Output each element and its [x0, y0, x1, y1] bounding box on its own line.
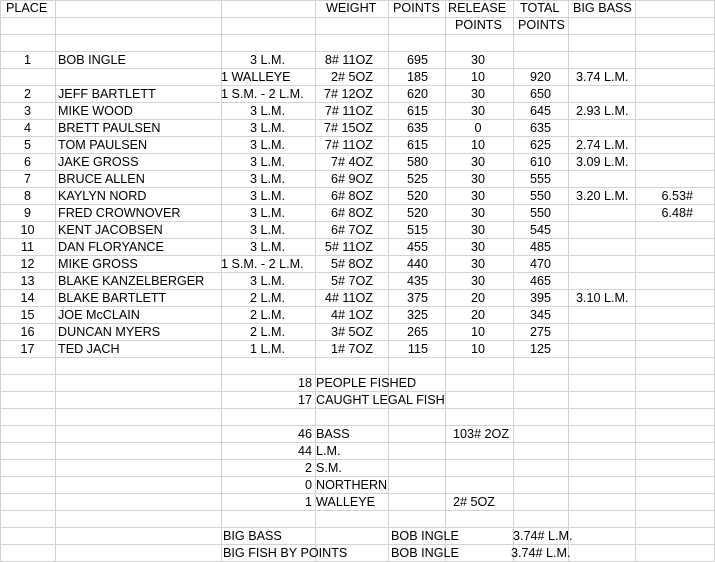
cell-release-points[interactable]: 30 [470, 53, 485, 67]
cell-fish-count[interactable]: 3 L.M. [250, 189, 285, 203]
cell-points[interactable]: 520 [406, 206, 428, 220]
cell-big-bass[interactable] [576, 222, 635, 239]
summary-weight[interactable] [453, 392, 523, 409]
cell-angler-name[interactable]: JOE McCLAIN [58, 308, 140, 322]
cell-place[interactable]: 7 [23, 172, 31, 186]
cell-big-bass[interactable] [576, 324, 635, 341]
cell-total-points[interactable]: 635 [529, 121, 551, 135]
cell-big-bass[interactable] [576, 120, 635, 137]
cell-angler-name[interactable]: BLAKE BARTLETT [58, 291, 167, 305]
cell-fish-count[interactable]: 3 L.M. [250, 206, 285, 220]
summary-weight[interactable] [453, 477, 523, 494]
cell-points[interactable]: 525 [406, 172, 428, 186]
cell-big-bass-weight[interactable] [635, 171, 693, 188]
summary-count[interactable]: 44 [297, 444, 312, 458]
cell-total-points[interactable]: 650 [529, 87, 551, 101]
cell-fish-count[interactable]: 1 WALLEYE [221, 70, 291, 84]
cell-release-points[interactable]: 30 [470, 223, 485, 237]
grid-row-line [0, 34, 715, 35]
cell-place[interactable]: 17 [20, 342, 35, 356]
award-winner[interactable]: BOB INGLE [391, 529, 459, 543]
summary-label[interactable]: BASS [316, 427, 350, 441]
header-place[interactable]: PLACE [6, 1, 48, 15]
cell-total-points[interactable]: 550 [529, 206, 551, 220]
summary-count[interactable] [221, 409, 312, 426]
cell-weight[interactable]: 5# 8OZ [331, 257, 373, 271]
award-value[interactable]: 3.74# L.M. [511, 546, 571, 560]
header-total-points[interactable]: POINTS [518, 18, 565, 32]
cell-big-bass-weight[interactable] [635, 256, 693, 273]
summary-count[interactable]: 1 [304, 495, 312, 509]
cell-points[interactable]: 635 [406, 121, 428, 135]
cell-place[interactable]: 2 [23, 87, 31, 101]
header-big-bass[interactable]: BIG BASS [573, 1, 632, 15]
cell-angler-name[interactable]: MIKE GROSS [58, 257, 138, 271]
cell-big-bass[interactable] [576, 307, 635, 324]
cell-weight[interactable]: 4# 1OZ [331, 308, 373, 322]
cell-weight[interactable]: 7# 11OZ [324, 104, 373, 118]
header-points[interactable]: POINTS [393, 1, 440, 15]
cell-big-bass-weight[interactable] [635, 290, 693, 307]
cell-points[interactable]: 695 [406, 53, 428, 67]
cell-weight[interactable]: 6# 8OZ [331, 206, 373, 220]
cell-big-bass[interactable]: 3.10 L.M. [576, 291, 629, 305]
cell-fish-count[interactable]: 1 L.M. [250, 342, 285, 356]
cell-weight[interactable]: 3# 5OZ [331, 325, 373, 339]
cell-big-bass[interactable] [576, 86, 635, 103]
cell-angler-name[interactable]: MIKE WOOD [58, 104, 133, 118]
cell-points[interactable]: 580 [406, 155, 428, 169]
cell-total-points[interactable]: 610 [529, 155, 551, 169]
cell-angler-name[interactable]: BRETT PAULSEN [58, 121, 161, 135]
cell-angler-name[interactable]: TED JACH [58, 342, 120, 356]
summary-weight[interactable]: 103# 2OZ [453, 427, 510, 441]
cell-weight[interactable]: 7# 4OZ [331, 155, 373, 169]
cell-place[interactable]: 9 [23, 206, 31, 220]
cell-weight[interactable]: 7# 15OZ [323, 121, 373, 135]
cell-release-points[interactable]: 0 [474, 121, 482, 135]
cell-points[interactable]: 520 [406, 189, 428, 203]
cell-angler-name[interactable]: JEFF BARTLETT [58, 87, 156, 101]
cell-weight[interactable]: 7# 11OZ [324, 138, 373, 152]
grid-column-line [568, 0, 569, 562]
award-winner[interactable]: BOB INGLE [391, 546, 459, 560]
cell-points[interactable]: 185 [406, 70, 428, 84]
cell-release-points[interactable]: 30 [470, 104, 485, 118]
cell-fish-count[interactable]: 2 L.M. [250, 325, 285, 339]
cell-place[interactable]: 13 [20, 274, 35, 288]
cell-angler-name[interactable]: JAKE GROSS [58, 155, 139, 169]
grid-column-line [55, 0, 56, 562]
cell-big-bass[interactable]: 2.93 L.M. [576, 104, 629, 118]
cell-place[interactable]: 15 [20, 308, 35, 322]
cell-angler-name[interactable]: TOM PAULSEN [58, 138, 148, 152]
cell-points[interactable]: 115 [407, 342, 428, 356]
cell-total-points[interactable]: 485 [529, 240, 551, 254]
cell-fish-count[interactable]: 3 L.M. [250, 138, 285, 152]
cell-angler-name[interactable] [58, 69, 220, 86]
cell-points[interactable]: 265 [406, 325, 428, 339]
cell-total-points[interactable]: 465 [529, 274, 551, 288]
cell-big-bass[interactable]: 2.74 L.M. [576, 138, 629, 152]
cell-fish-count[interactable]: 3 L.M. [250, 223, 285, 237]
header-release[interactable]: RELEASE [448, 1, 507, 15]
cell-big-bass-weight[interactable]: 6.53# [661, 189, 693, 203]
cell-fish-count[interactable]: 2 L.M. [250, 308, 285, 322]
cell-fish-count[interactable]: 3 L.M. [250, 53, 285, 67]
cell-total-points[interactable]: 275 [529, 325, 551, 339]
cell-points[interactable]: 375 [406, 291, 428, 305]
award-label[interactable]: BIG BASS [223, 529, 282, 543]
cell-total-points[interactable]: 625 [529, 138, 551, 152]
cell-release-points[interactable]: 30 [470, 172, 485, 186]
cell-weight[interactable]: 6# 9OZ [331, 172, 373, 186]
cell-release-points[interactable]: 20 [470, 308, 485, 322]
cell-release-points[interactable]: 10 [470, 70, 485, 84]
summary-weight[interactable] [453, 443, 523, 460]
cell-place[interactable]: 3 [23, 104, 31, 118]
cell-release-points[interactable]: 10 [470, 342, 485, 356]
cell-big-bass[interactable] [576, 171, 635, 188]
cell-weight[interactable]: 7# 12OZ [323, 87, 373, 101]
cell-big-bass[interactable] [576, 341, 635, 358]
cell-place[interactable]: 10 [20, 223, 35, 237]
cell-big-bass[interactable] [576, 273, 635, 290]
cell-fish-count[interactable]: 1 S.M. - 2 L.M. [221, 257, 304, 271]
cell-total-points[interactable]: 645 [529, 104, 551, 118]
cell-angler-name[interactable]: BOB INGLE [58, 53, 126, 67]
cell-points[interactable]: 515 [406, 223, 428, 237]
cell-fish-count[interactable]: 3 L.M. [250, 121, 285, 135]
cell-points[interactable]: 615 [406, 138, 428, 152]
summary-label[interactable]: NORTHERN [316, 478, 388, 492]
summary-label[interactable]: CAUGHT LEGAL FISH [316, 393, 445, 407]
cell-big-bass[interactable]: 3.74 L.M. [576, 70, 629, 84]
cell-big-bass[interactable] [576, 52, 635, 69]
cell-total-points[interactable]: 555 [529, 172, 551, 186]
cell-place[interactable]: 11 [20, 240, 35, 254]
header-weight[interactable]: WEIGHT [326, 1, 377, 15]
cell-place[interactable]: 14 [20, 291, 35, 305]
cell-big-bass-weight[interactable] [635, 86, 693, 103]
cell-points[interactable]: 440 [406, 257, 428, 271]
summary-label[interactable]: PEOPLE FISHED [316, 376, 417, 390]
cell-angler-name[interactable]: BLAKE KANZELBERGER [58, 274, 205, 288]
cell-big-bass-weight[interactable] [635, 341, 693, 358]
cell-angler-name[interactable]: FRED CROWNOVER [58, 206, 181, 220]
cell-total-points[interactable]: 345 [529, 308, 551, 322]
cell-release-points[interactable]: 10 [470, 325, 485, 339]
cell-release-points[interactable]: 10 [470, 138, 485, 152]
cell-release-points[interactable]: 30 [470, 257, 485, 271]
cell-big-bass[interactable] [576, 239, 635, 256]
cell-place[interactable]: 8 [23, 189, 31, 203]
cell-big-bass-weight[interactable] [635, 137, 693, 154]
cell-big-bass-weight[interactable] [635, 307, 693, 324]
cell-fish-count[interactable]: 3 L.M. [250, 274, 285, 288]
cell-total-points[interactable]: 550 [529, 189, 551, 203]
cell-place[interactable]: 16 [20, 325, 35, 339]
cell-total-points[interactable] [513, 52, 568, 69]
summary-weight[interactable] [453, 375, 523, 392]
cell-angler-name[interactable]: KENT JACOBSEN [58, 223, 163, 237]
cell-total-points[interactable]: 920 [529, 70, 551, 84]
summary-count[interactable]: 0 [304, 478, 312, 492]
cell-weight[interactable]: 4# 11OZ [324, 291, 373, 305]
header-release-points[interactable]: POINTS [455, 18, 502, 32]
summary-weight[interactable] [453, 409, 523, 426]
cell-release-points[interactable]: 30 [470, 189, 485, 203]
cell-fish-count[interactable]: 3 L.M. [250, 240, 285, 254]
cell-place[interactable]: 12 [20, 257, 35, 271]
summary-label[interactable]: WALLEYE [316, 495, 376, 509]
cell-points[interactable]: 615 [406, 104, 428, 118]
cell-big-bass-weight[interactable] [635, 103, 693, 120]
cell-fish-count[interactable]: 3 L.M. [250, 172, 285, 186]
cell-big-bass-weight[interactable] [635, 324, 693, 341]
summary-weight[interactable] [453, 460, 523, 477]
cell-place[interactable]: 1 [23, 53, 31, 67]
cell-weight[interactable]: 6# 7OZ [331, 223, 373, 237]
cell-points[interactable]: 620 [406, 87, 428, 101]
summary-label[interactable] [316, 409, 466, 426]
summary-count[interactable]: 17 [297, 393, 312, 407]
summary-label[interactable]: S.M. [316, 461, 342, 475]
cell-big-bass[interactable] [576, 256, 635, 273]
cell-release-points[interactable]: 30 [470, 240, 485, 254]
cell-big-bass[interactable] [576, 205, 635, 222]
award-value[interactable]: 3.74# L.M. [513, 529, 573, 543]
cell-total-points[interactable]: 395 [529, 291, 551, 305]
cell-big-bass-weight[interactable] [635, 239, 693, 256]
cell-points[interactable]: 435 [406, 274, 428, 288]
cell-weight[interactable]: 6# 8OZ [331, 189, 373, 203]
cell-big-bass-weight[interactable] [635, 222, 693, 239]
cell-big-bass[interactable]: 3.20 L.M. [576, 189, 629, 203]
summary-count[interactable]: 2 [304, 461, 312, 475]
cell-total-points[interactable]: 545 [529, 223, 551, 237]
cell-weight[interactable]: 5# 11OZ [324, 240, 373, 254]
cell-big-bass[interactable]: 3.09 L.M. [576, 155, 629, 169]
cell-angler-name[interactable]: BRUCE ALLEN [58, 172, 145, 186]
cell-place[interactable]: 5 [23, 138, 31, 152]
cell-big-bass-weight[interactable] [635, 52, 693, 69]
summary-count[interactable]: 46 [297, 427, 312, 441]
cell-weight[interactable]: 2# 5OZ [331, 70, 373, 84]
cell-place[interactable]: 6 [23, 155, 31, 169]
grid-row-line [0, 17, 715, 18]
cell-release-points[interactable]: 30 [470, 274, 485, 288]
cell-total-points[interactable]: 470 [529, 257, 551, 271]
cell-fish-count[interactable]: 1 S.M. - 2 L.M. [221, 87, 304, 101]
award-label[interactable]: BIG FISH BY POINTS [223, 546, 348, 560]
cell-weight[interactable]: 8# 11OZ [324, 53, 373, 67]
cell-place[interactable] [0, 69, 55, 86]
cell-release-points[interactable]: 30 [470, 206, 485, 220]
cell-angler-name[interactable]: DUNCAN MYERS [58, 325, 161, 339]
cell-fish-count[interactable]: 3 L.M. [250, 104, 285, 118]
cell-big-bass-weight[interactable] [635, 69, 693, 86]
cell-angler-name[interactable]: KAYLYN NORD [58, 189, 147, 203]
cell-fish-count[interactable]: 3 L.M. [250, 155, 285, 169]
cell-big-bass-weight[interactable] [635, 273, 693, 290]
cell-big-bass-weight[interactable]: 6.48# [661, 206, 693, 220]
cell-weight[interactable]: 5# 7OZ [331, 274, 373, 288]
cell-release-points[interactable]: 30 [470, 87, 485, 101]
cell-points[interactable]: 325 [406, 308, 428, 322]
header-total[interactable]: TOTAL [520, 1, 560, 15]
cell-place[interactable]: 4 [23, 121, 31, 135]
cell-big-bass-weight[interactable] [635, 154, 693, 171]
cell-weight[interactable]: 1# 7OZ [331, 342, 373, 356]
summary-count[interactable]: 18 [297, 376, 312, 390]
summary-weight[interactable]: 2# 5OZ [453, 495, 495, 509]
cell-release-points[interactable]: 30 [470, 155, 485, 169]
cell-angler-name[interactable]: DAN FLORYANCE [58, 240, 164, 254]
cell-big-bass-weight[interactable] [635, 120, 693, 137]
cell-fish-count[interactable]: 2 L.M. [250, 291, 285, 305]
cell-points[interactable]: 455 [406, 240, 428, 254]
cell-total-points[interactable]: 125 [529, 342, 551, 356]
summary-label[interactable]: L.M. [316, 444, 341, 458]
cell-release-points[interactable]: 20 [470, 291, 485, 305]
